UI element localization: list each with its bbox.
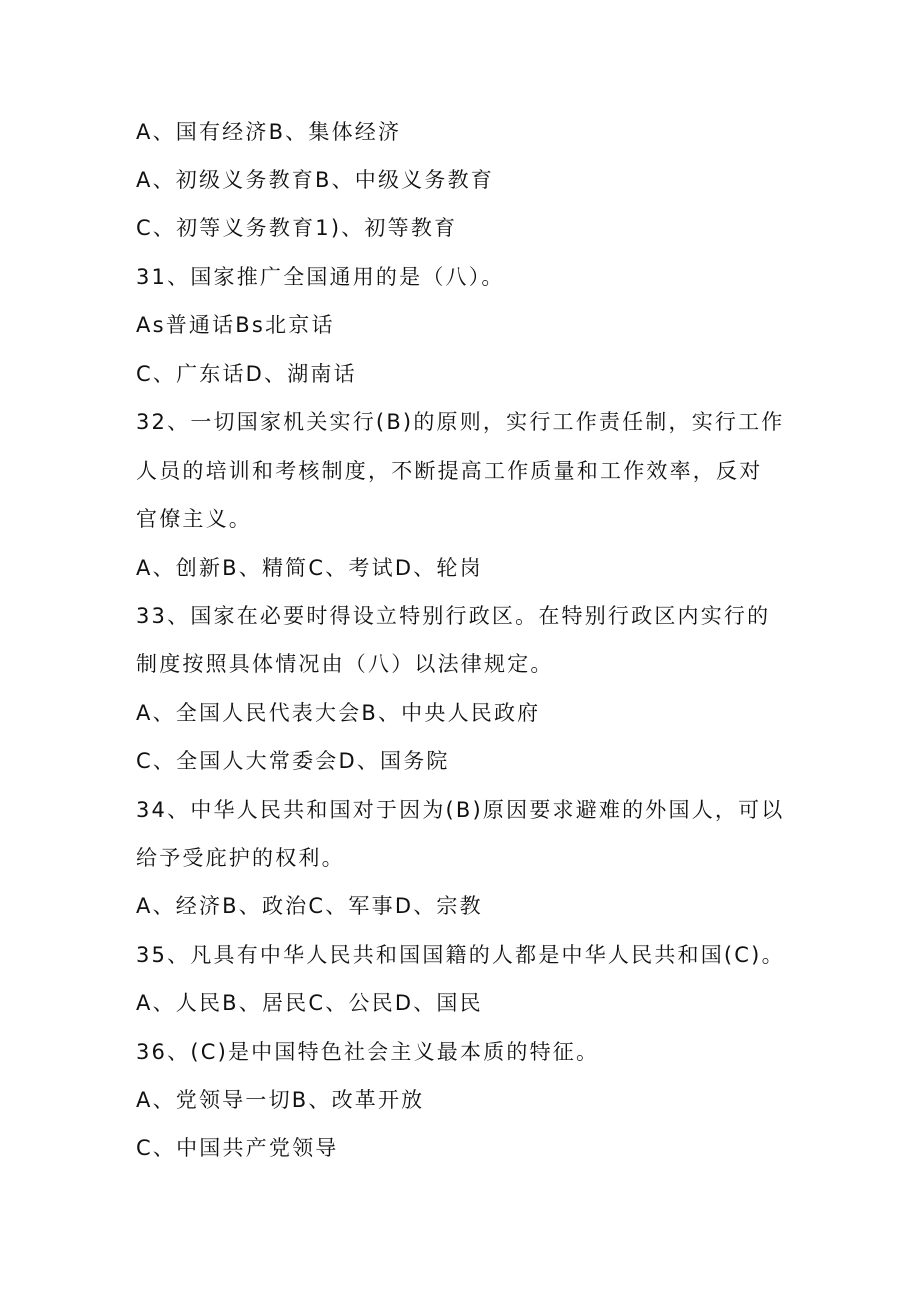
option-line: A、国有经济B、集体经济 xyxy=(136,120,402,144)
option-line: As普通话Bs北京话 xyxy=(136,313,335,337)
option-line: C、广东话D、湖南话 xyxy=(136,362,357,386)
question-35: 35、凡具有中华人民共和国国籍的人都是中华人民共和国(C)。 xyxy=(136,943,785,967)
option-line: C、初等义务教育1)、初等教育 xyxy=(136,216,458,240)
option-line: A、全国人民代表大会B、中央人民政府 xyxy=(136,701,541,725)
question-32: 32、一切国家机关实行(B)的原则，实行工作责任制，实行工作 xyxy=(136,410,785,434)
question-33-cont: 制度按照具体情况由（八）以法律规定。 xyxy=(136,652,554,676)
option-line: A、人民B、居民C、公民D、国民 xyxy=(136,991,483,1015)
question-34: 34、中华人民共和国对于因为(B)原因要求避难的外国人，可以 xyxy=(136,798,785,822)
option-line: C、中国共产党领导 xyxy=(136,1136,339,1160)
question-36: 36、(C)是中国特色社会主义最本质的特征。 xyxy=(136,1040,600,1064)
question-34-cont: 给予受庇护的权利。 xyxy=(136,846,345,870)
option-line: A、初级义务教育B、中级义务教育 xyxy=(136,168,494,192)
option-line: A、经济B、政治C、军事D、宗教 xyxy=(136,894,483,918)
question-32-cont: 官僚主义。 xyxy=(136,507,252,531)
option-line: A、党领导一切B、改革开放 xyxy=(136,1088,425,1112)
question-32-cont: 人员的培训和考核制度，不断提高工作质量和工作效率，反对 xyxy=(136,459,763,483)
question-31: 31、国家推广全国通用的是（八）。 xyxy=(136,265,505,289)
option-line: C、全国人大常委会D、国务院 xyxy=(136,749,450,773)
question-33: 33、国家在必要时得设立特别行政区。在特别行政区内实行的 xyxy=(136,604,771,628)
option-line: A、创新B、精简C、考试D、轮岗 xyxy=(136,556,483,580)
